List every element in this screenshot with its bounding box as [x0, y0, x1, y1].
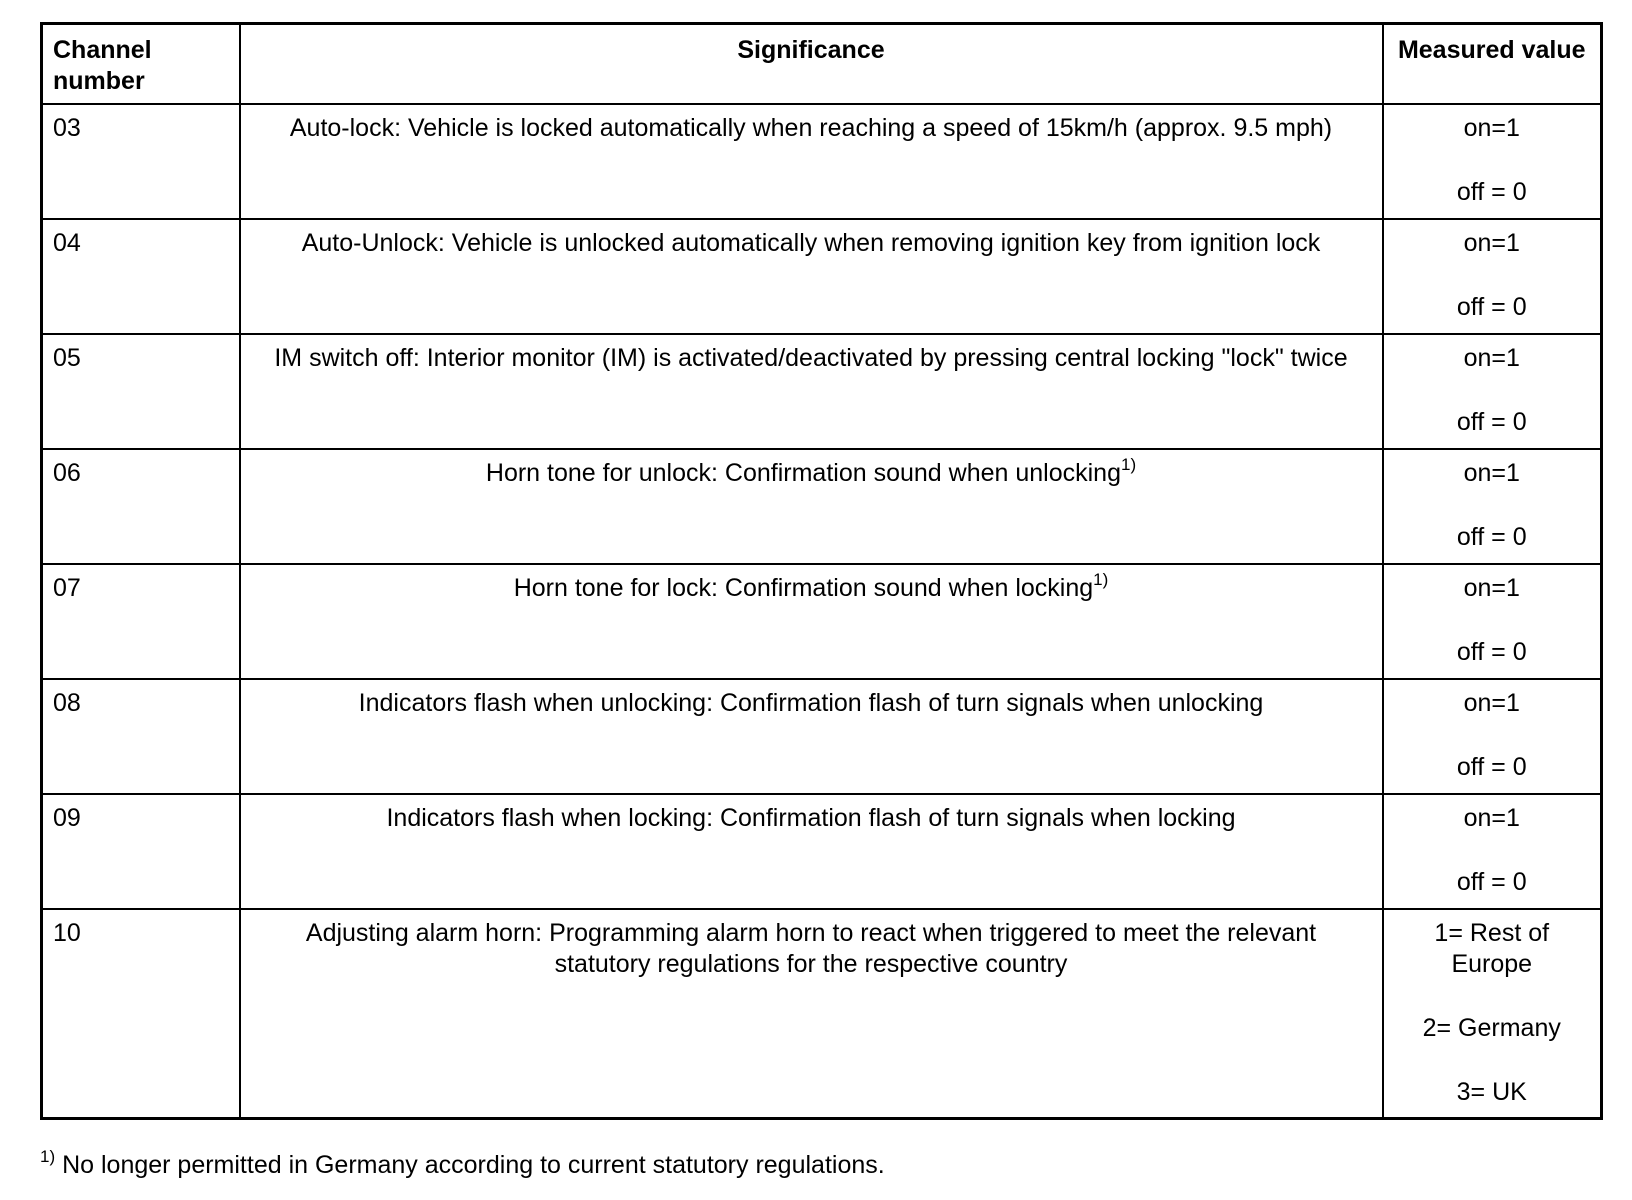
measured-value: off = 0 [1456, 752, 1527, 781]
significance-cell [240, 104, 1383, 219]
measured-value: 1= Rest of Europe [1434, 918, 1550, 978]
measured-value-cell [1383, 449, 1602, 564]
significance-cell [240, 449, 1383, 564]
channel-number-cell: 03 [42, 104, 240, 219]
channel-number-cell: 07 [42, 564, 240, 679]
table-row [42, 449, 1602, 564]
table-row [42, 679, 1602, 794]
footnote-mark: 1) [40, 1147, 56, 1166]
table-row [42, 794, 1602, 909]
header-measured-value: Measured value [1383, 24, 1602, 104]
header-channel-number: Channel number [42, 24, 240, 104]
table-header-row [42, 24, 1602, 104]
significance-text: Horn tone for lock: Confirmation sound when locking [513, 573, 1094, 602]
channel-number-cell: 06 [42, 449, 240, 564]
measured-value: on=1 [1463, 228, 1520, 257]
channel-number-cell: 04 [42, 219, 240, 334]
footnote [40, 1147, 885, 1181]
measured-value: off = 0 [1456, 292, 1527, 321]
measured-value: 3= UK [1456, 1077, 1527, 1106]
measured-value: 2= Germany [1422, 1013, 1561, 1042]
footnote-text: No longer permitted in Germany according to current statutory regulations. [62, 1151, 885, 1179]
channel-number-cell: 08 [42, 679, 240, 794]
measured-value-cell [1383, 794, 1602, 909]
significance-text: Auto-lock: Vehicle is locked automatically when reaching a speed of 15km/h (approx. 9.5 mph) [289, 113, 1333, 142]
measured-value-cell [1383, 219, 1602, 334]
table-row [42, 104, 1602, 219]
significance-cell [240, 794, 1383, 909]
channel-number-cell: 10 [42, 909, 240, 1119]
measured-value: off = 0 [1456, 867, 1527, 896]
table-row [42, 219, 1602, 334]
channel-number-cell: 05 [42, 334, 240, 449]
significance-cell [240, 334, 1383, 449]
significance-text: IM switch off: Interior monitor (IM) is activated/deactivated by pressing central locking "lock" twice [274, 343, 1348, 372]
measured-value: on=1 [1463, 573, 1520, 602]
header-significance: Significance [240, 24, 1383, 104]
significance-cell [240, 679, 1383, 794]
significance-text: Adjusting alarm horn: Programming alarm horn to react when triggered to meet the relevant statutory regulations for the respective country [305, 918, 1317, 978]
table-body [42, 104, 1602, 1119]
measured-value: off = 0 [1456, 407, 1527, 436]
significance-cell [240, 219, 1383, 334]
significance-text: Horn tone for unlock: Confirmation sound when unlocking [485, 458, 1121, 487]
measured-value-cell [1383, 909, 1602, 1119]
significance-text: Indicators flash when unlocking: Confirmation flash of turn signals when unlocking [358, 688, 1264, 717]
measured-value-cell [1383, 564, 1602, 679]
measured-value: on=1 [1463, 343, 1520, 372]
table-row [42, 334, 1602, 449]
measured-value: off = 0 [1456, 522, 1527, 551]
measured-value-cell [1383, 104, 1602, 219]
measured-value-cell [1383, 334, 1602, 449]
channel-table [40, 22, 1603, 1120]
measured-value: off = 0 [1456, 637, 1527, 666]
measured-value: on=1 [1463, 458, 1520, 487]
significance-text: Indicators flash when locking: Confirmation flash of turn signals when locking [386, 803, 1236, 832]
footnote-reference: 1) [1093, 569, 1109, 589]
footnote-reference: 1) [1120, 454, 1137, 474]
significance-cell [240, 909, 1383, 1119]
significance-text: Auto-Unlock: Vehicle is unlocked automatically when removing ignition key from ignition lock [301, 228, 1321, 257]
measured-value-cell [1383, 679, 1602, 794]
significance-cell [240, 564, 1383, 679]
measured-value: on=1 [1463, 113, 1520, 142]
measured-value: on=1 [1463, 803, 1520, 832]
measured-value: off = 0 [1456, 177, 1527, 206]
table-row [42, 909, 1602, 1119]
measured-value: on=1 [1463, 688, 1520, 717]
channel-number-cell: 09 [42, 794, 240, 909]
table-row [42, 564, 1602, 679]
